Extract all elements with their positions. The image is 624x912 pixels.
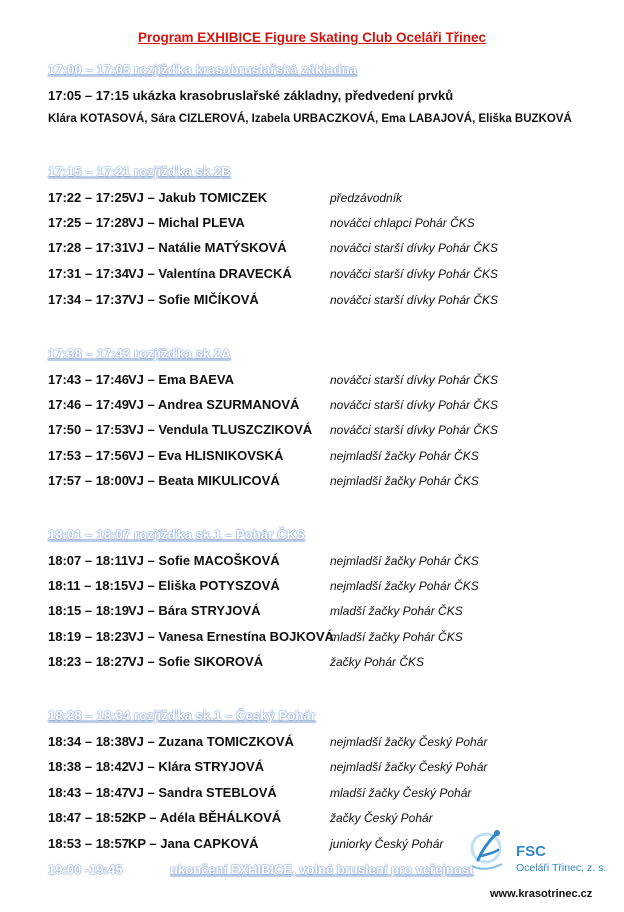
row-category: mladší žačky Český Pohár [330,786,472,800]
row-category: nejmladší žačky Pohár ČKS [330,554,479,568]
row-name: KP – Adéla BĚHÁLKOVÁ [128,810,282,825]
row-name: VJ – Jakub TOMICZEK [128,190,268,205]
row-time: 17:31 – 17:34 [48,266,129,281]
row-name: VJ – Klára STRYJOVÁ [128,759,265,774]
program-row [48,734,608,752]
row-category: nováčci starší dívky Pohár ČKS [330,241,499,255]
row-time: 18:53 – 18:57 [48,836,129,851]
row-name: VJ – Valentína DRAVECKÁ [128,266,292,281]
row-name: VJ – Sofie MIČÍKOVÁ [128,292,259,307]
closing-text: ukončení EXHIBICE, volné bruslení pro veřejnost [170,862,474,877]
row-time: 17:43 – 17:46 [48,372,129,387]
program-row [48,422,608,440]
row-time: 18:34 – 18:38 [48,734,129,749]
program-row [48,578,608,596]
row-name: VJ – Michal PLEVA [128,215,245,230]
program-row [48,759,608,777]
section-head-intro: 17:00 – 17:05 rozjížďka krasobruslařská základna [48,62,357,77]
row-category: nejmladší žačky Pohár ČKS [330,579,479,593]
row-time: 18:11 – 18:15 [48,578,129,593]
row-time: 17:46 – 17:49 [48,397,129,412]
row-category: nováčci starší dívky Pohár ČKS [330,293,499,307]
row-name: KP – Jana CAPKOVÁ [128,836,259,851]
row-time: 18:47 – 18:52 [48,810,129,825]
row-time: 17:22 – 17:25 [48,190,129,205]
row-time: 18:15 – 18:19 [48,603,129,618]
row-name: VJ – Bára STRYJOVÁ [128,603,261,618]
row-name: VJ – Vendula TLUSZCZIKOVÁ [128,422,313,437]
row-category: nováčci starší dívky Pohár ČKS [330,267,499,281]
row-category: žačky Český Pohár [330,811,433,825]
program-row [48,240,608,258]
row-name: VJ – Eliška POTYSZOVÁ [128,578,280,593]
row-category: předzávodník [330,191,403,205]
row-time: 17:34 – 17:37 [48,292,129,307]
intro-line [48,88,453,103]
program-row [48,448,608,466]
row-category: juniorky Český Pohár [330,837,444,851]
program-row [48,603,608,621]
logo-subtitle: Oceláři Třinec, z. s. [516,862,607,874]
row-category: nováčci chlapci Pohár ČKS [330,216,475,230]
program-row [48,190,608,208]
row-category: nejmladší žačky Pohár ČKS [330,474,479,488]
closing-line [48,862,474,877]
row-category: nejmladší žačky Pohár ČKS [330,449,479,463]
program-row [48,266,608,284]
row-time: 17:53 – 17:56 [48,448,129,463]
row-name: VJ – Andrea SZURMANOVÁ [128,397,300,412]
row-category: nováčci starší dívky Pohár ČKS [330,398,499,412]
row-name: VJ – Natálie MATÝSKOVÁ [128,240,287,255]
page-title: Program EXHIBICE Figure Skating Club Oceláři Třinec [137,30,487,45]
section-head-3: 18:01 – 18:07 rozjížďka sk.1 – Pohár ČKS [48,527,305,542]
program-row [48,292,608,310]
program-row [48,785,608,803]
program-row [48,654,608,672]
row-category: žačky Pohár ČKS [330,655,425,669]
row-category: mladší žačky Pohár ČKS [330,630,463,644]
intro-skaters: Klára KOTASOVÁ, Sára CIZLEROVÁ, Izabela URBACZKOVÁ, Ema LABAJOVÁ, Eliška BUZKOVÁ [48,113,572,125]
row-time: 18:43 – 18:47 [48,785,129,800]
row-category: nejmladší žačky Český Pohár [330,760,488,774]
website-url: www.krasotrinec.cz [490,888,593,900]
row-name: VJ – Sofie MACOŠKOVÁ [128,553,280,568]
closing-time: 19:00 -19:45 [48,862,123,877]
program-row [48,553,608,571]
row-name: VJ – Zuzana TOMICZKOVÁ [128,734,294,749]
program-row [48,473,608,491]
row-name: VJ – Vanesa Ernestína BOJKOVÁ [128,629,334,644]
row-name: VJ – Sofie SIKOROVÁ [128,654,264,669]
row-time: 17:25 – 17:28 [48,215,129,230]
row-category: nejmladší žačky Český Pohár [330,735,488,749]
section-head-2: 17:38 – 17:43 rozjížďka sk.2A [48,346,231,361]
intro-time: 17:05 – 17:15 [48,88,129,103]
section-head-1: 17:15 – 17:21 rozjížďka sk.2B [48,164,231,179]
row-name: VJ – Sandra STEBLOVÁ [128,785,277,800]
row-category: nováčci starší dívky Pohár ČKS [330,373,499,387]
program-row [48,215,608,233]
program-row [48,372,608,390]
row-time: 17:57 – 18:00 [48,473,129,488]
row-time: 18:23 – 18:27 [48,654,129,669]
row-time: 17:50 – 17:53 [48,422,129,437]
intro-text: ukázka krasobruslařské základny, předvedení prvků [132,88,454,103]
row-name: VJ – Ema BAEVA [128,372,234,387]
row-category: mladší žačky Pohár ČKS [330,604,463,618]
logo-name: FSC [516,843,546,860]
row-name: VJ – Beata MIKULICOVÁ [128,473,280,488]
row-time: 18:38 – 18:42 [48,759,129,774]
row-category: nováčci starší dívky Pohár ČKS [330,423,499,437]
section-head-4: 18:28 – 18:34 rozjížďka sk.1 – Český Pohár [48,708,316,723]
program-row [48,629,608,647]
row-time: 18:07 – 18:11 [48,553,129,568]
program-row [48,397,608,415]
row-time: 18:19 – 18:23 [48,629,129,644]
row-name: VJ – Eva HLISNIKOVSKÁ [128,448,284,463]
row-time: 17:28 – 17:31 [48,240,129,255]
